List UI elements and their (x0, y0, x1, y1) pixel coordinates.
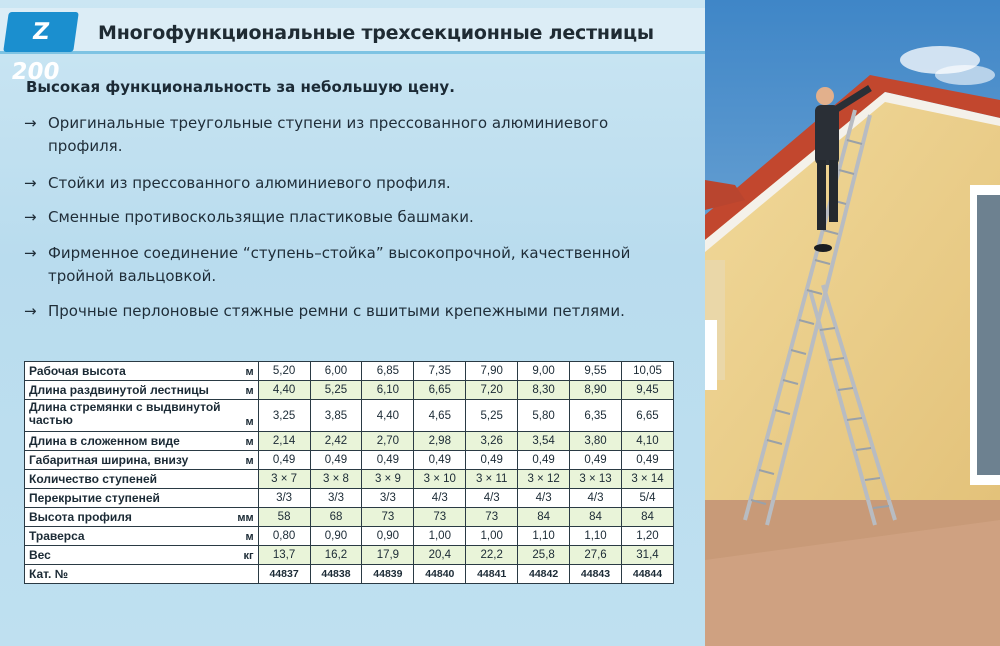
table-cell: 3,25 (258, 400, 310, 432)
table-cell: 0,49 (258, 451, 310, 470)
row-label-text: Количество ступеней (29, 472, 158, 486)
table-cell: 58 (258, 508, 310, 527)
row-label-text: Перекрытие ступеней (29, 491, 160, 505)
table-cell: 6,85 (362, 362, 414, 381)
table-cell: 44842 (518, 565, 570, 584)
table-cell: 4,65 (414, 400, 466, 432)
table-cell: 6,10 (362, 381, 414, 400)
table-cell: 3/3 (258, 489, 310, 508)
table-row (25, 546, 674, 565)
row-label (25, 470, 259, 489)
table-cell: 1,00 (466, 527, 518, 546)
table-cell: 16,2 (310, 546, 362, 565)
feature-text: Стойки из прессованного алюминиевого профиля. (48, 174, 451, 192)
row-label-text: Длина стремянки с выдвинутой частью (29, 400, 221, 427)
table-cell: 13,7 (258, 546, 310, 565)
row-label-text: Кат. № (29, 567, 69, 581)
table-cell: 4,40 (362, 400, 414, 432)
row-label (25, 546, 259, 565)
table-cell: 27,6 (570, 546, 622, 565)
table-cell: 2,14 (258, 432, 310, 451)
table-cell: 3 × 10 (414, 470, 466, 489)
table-cell: 84 (518, 508, 570, 527)
table-cell: 4,40 (258, 381, 310, 400)
table-cell: 8,30 (518, 381, 570, 400)
table-cell: 20,4 (414, 546, 466, 565)
table-cell: 0,49 (518, 451, 570, 470)
table-cell: 73 (466, 508, 518, 527)
table-cell: 4/3 (414, 489, 466, 508)
table-cell: 8,90 (570, 381, 622, 400)
arrow-right-icon: → (24, 244, 37, 262)
table-cell: 68 (310, 508, 362, 527)
table-cell: 3,26 (466, 432, 518, 451)
row-label (25, 565, 259, 584)
row-label-text: Траверса (29, 529, 85, 543)
table-cell: 3 × 9 (362, 470, 414, 489)
table-cell: 4/3 (570, 489, 622, 508)
table-cell: 5,20 (258, 362, 310, 381)
table-cell: 0,49 (466, 451, 518, 470)
table-cell: 0,49 (310, 451, 362, 470)
table-cell: 7,90 (466, 362, 518, 381)
table-cell: 84 (570, 508, 622, 527)
unit-label: м (245, 455, 254, 467)
table-row (25, 381, 674, 400)
feature-item (24, 242, 684, 288)
table-cell: 0,49 (414, 451, 466, 470)
arrow-right-icon: → (24, 114, 37, 132)
table-cell: 6,00 (310, 362, 362, 381)
table-cell: 9,00 (518, 362, 570, 381)
feature-item (24, 206, 684, 229)
table-cell: 3 × 12 (518, 470, 570, 489)
table-row (25, 470, 674, 489)
feature-item (24, 172, 684, 195)
row-label (25, 400, 259, 432)
table-cell: 17,9 (362, 546, 414, 565)
table-cell: 44841 (466, 565, 518, 584)
table-cell: 22,2 (466, 546, 518, 565)
table-cell: 1,10 (570, 527, 622, 546)
table-cell: 44837 (258, 565, 310, 584)
spec-table (24, 361, 674, 584)
row-label (25, 381, 259, 400)
table-cell: 73 (414, 508, 466, 527)
table-cell: 0,49 (362, 451, 414, 470)
table-cell: 1,10 (518, 527, 570, 546)
table-cell: 7,35 (414, 362, 466, 381)
table-cell: 25,8 (518, 546, 570, 565)
feature-text: Фирменное соединение “ступень–стойка” высокопрочной, качественной тройной вальцовкой. (48, 244, 631, 285)
table-row (25, 400, 674, 432)
feature-item (24, 300, 684, 323)
table-cell: 2,70 (362, 432, 414, 451)
row-label (25, 527, 259, 546)
row-label-text: Длина в сложенном виде (29, 434, 180, 448)
row-label-text: Рабочая высота (29, 364, 126, 378)
table-cell: 3 × 14 (621, 470, 673, 489)
table-cell: 5/4 (621, 489, 673, 508)
feature-text: Сменные противоскользящие пластиковые башмаки. (48, 208, 474, 226)
table-cell: 4,10 (621, 432, 673, 451)
row-label-text: Длина раздвинутой лестницы (29, 383, 209, 397)
unit-label: м (245, 436, 254, 448)
table-cell: 84 (621, 508, 673, 527)
table-cell: 6,65 (414, 381, 466, 400)
table-cell: 6,35 (570, 400, 622, 432)
table-cell: 0,90 (310, 527, 362, 546)
table-cell: 2,42 (310, 432, 362, 451)
table-cell: 44839 (362, 565, 414, 584)
table-cell: 5,25 (466, 400, 518, 432)
unit-label: м (245, 416, 254, 428)
table-row (25, 508, 674, 527)
table-cell: 3/3 (362, 489, 414, 508)
table-cell: 4/3 (466, 489, 518, 508)
ladder-house-illustration (705, 0, 1000, 646)
table-cell: 4/3 (518, 489, 570, 508)
unit-label: м (245, 385, 254, 397)
table-cell: 44840 (414, 565, 466, 584)
table-cell: 10,05 (621, 362, 673, 381)
table-cell: 3/3 (310, 489, 362, 508)
table-cell: 0,80 (258, 527, 310, 546)
table-cell: 7,20 (466, 381, 518, 400)
arrow-right-icon: → (24, 174, 37, 192)
table-cell: 3 × 13 (570, 470, 622, 489)
row-label (25, 508, 259, 527)
table-row (25, 489, 674, 508)
table-cell: 1,20 (621, 527, 673, 546)
unit-label: м (245, 366, 254, 378)
table-cell: 9,45 (621, 381, 673, 400)
table-cell: 6,65 (621, 400, 673, 432)
table-cell: 73 (362, 508, 414, 527)
table-cell: 1,00 (414, 527, 466, 546)
table-cell: 3,54 (518, 432, 570, 451)
table-cell: 9,55 (570, 362, 622, 381)
row-label-text: Высота профиля (29, 510, 132, 524)
table-cell: 0,49 (621, 451, 673, 470)
table-cell: 2,98 (414, 432, 466, 451)
table-cell: 0,49 (570, 451, 622, 470)
table-row (25, 432, 674, 451)
product-photo (705, 0, 1000, 646)
table-cell: 3 × 11 (466, 470, 518, 489)
table-row (25, 527, 674, 546)
table-cell: 5,25 (310, 381, 362, 400)
unit-label: м (245, 531, 254, 543)
row-label-text: Габаритная ширина, внизу (29, 453, 189, 467)
row-label (25, 432, 259, 451)
table-cell: 44838 (310, 565, 362, 584)
feature-text: Прочные перлоновые стяжные ремни с вшитыми крепежными петлями. (48, 302, 625, 320)
row-label (25, 489, 259, 508)
unit-label: мм (237, 512, 254, 524)
feature-text: Оригинальные треугольные ступени из прессованного алюминиевого профиля. (48, 114, 609, 155)
feature-item (24, 112, 684, 158)
arrow-right-icon: → (24, 302, 37, 320)
arrow-right-icon: → (24, 208, 37, 226)
table-row (25, 565, 674, 584)
table-cell: 44844 (621, 565, 673, 584)
product-code-badge: Z 200 (3, 12, 79, 52)
row-label (25, 362, 259, 381)
table-cell: 3 × 8 (310, 470, 362, 489)
table-cell: 3,85 (310, 400, 362, 432)
table-cell: 3,80 (570, 432, 622, 451)
table-cell: 5,80 (518, 400, 570, 432)
table-row (25, 362, 674, 381)
subtitle: Высокая функциональность за небольшую цену. (26, 78, 455, 96)
table-cell: 3 × 7 (258, 470, 310, 489)
table-cell: 31,4 (621, 546, 673, 565)
unit-label: кг (243, 550, 254, 562)
table-cell: 44843 (570, 565, 622, 584)
page-title: Многофункциональные трехсекционные лестницы (98, 22, 654, 44)
table-row (25, 451, 674, 470)
row-label-text: Вес (29, 548, 51, 562)
table-cell: 0,90 (362, 527, 414, 546)
row-label (25, 451, 259, 470)
